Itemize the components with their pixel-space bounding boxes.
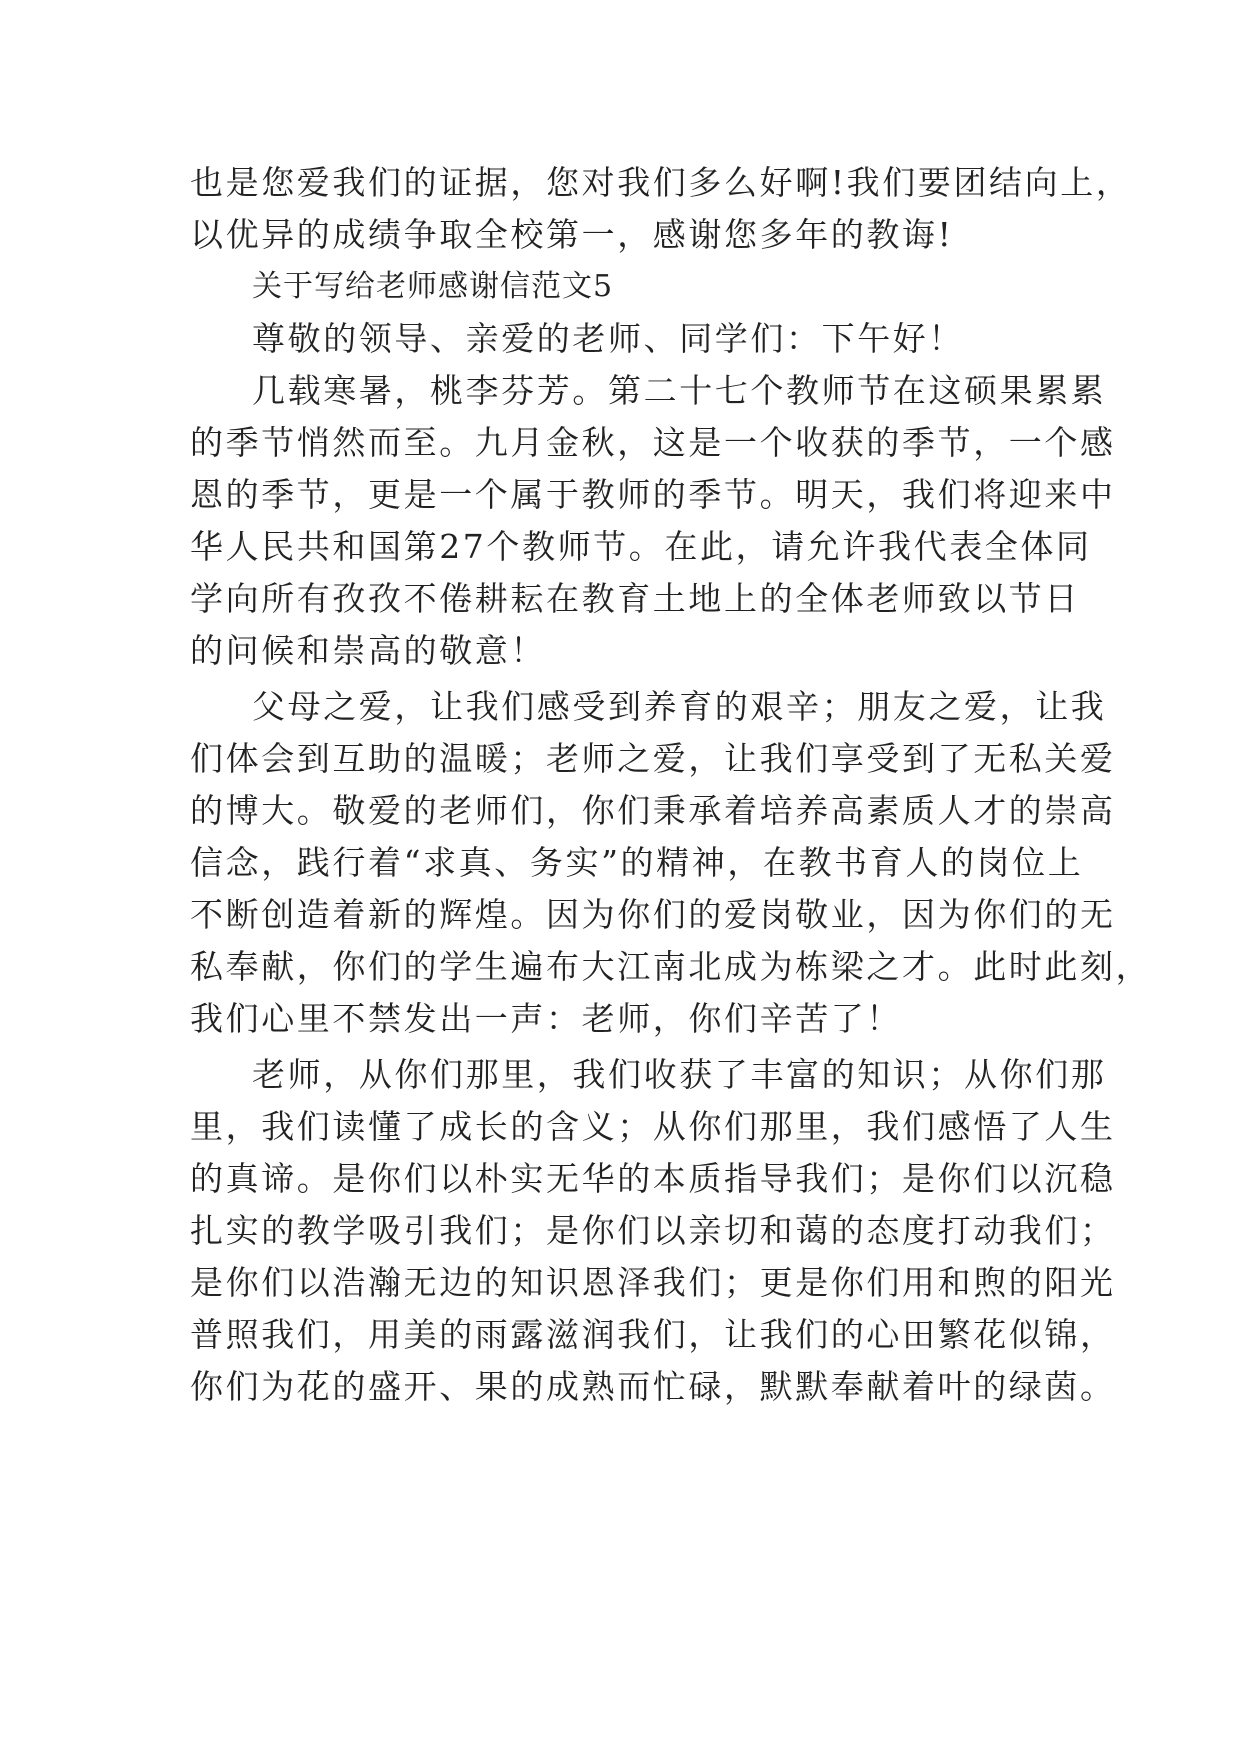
paragraph-line: 也是您爱我们的证据，您对我们多么好啊!我们要团结向上，	[190, 163, 1132, 202]
paragraph-line: 你们为花的盛开、果的成熟而忙碌，默默奉献着叶的绿茵。	[190, 1367, 1116, 1406]
paragraph-line: 父母之爱，让我们感受到养育的艰辛；朋友之爱，让我	[252, 687, 1107, 726]
section-heading: 关于写给老师感谢信范文5	[252, 269, 614, 304]
paragraph-line: 扎实的教学吸引我们；是你们以亲切和蔼的态度打动我们；	[190, 1211, 1116, 1250]
paragraph-line: 是你们以浩瀚无边的知识恩泽我们；更是你们用和煦的阳光	[190, 1263, 1116, 1302]
paragraph-line: 华人民共和国第27个教师节。在此，请允许我代表全体同	[190, 527, 1092, 566]
paragraph-line: 我们心里不禁发出一声：老师，你们辛苦了！	[190, 999, 902, 1038]
paragraph-line: 里，我们读懂了成长的含义；从你们那里，我们感悟了人生	[190, 1107, 1116, 1146]
paragraph-line: 的真谛。是你们以朴实无华的本质指导我们；是你们以沉稳	[190, 1159, 1116, 1198]
paragraph-line: 信念，践行着“求真、务实”的精神，在教书育人的岗位上	[190, 843, 1084, 882]
paragraph-line: 普照我们，用美的雨露滋润我们，让我们的心田繁花似锦，	[190, 1315, 1116, 1354]
salutation-line: 尊敬的领导、亲爱的老师、同学们：下午好！	[252, 319, 964, 358]
paragraph-line: 的博大。敬爱的老师们，你们秉承着培养高素质人才的崇高	[190, 791, 1116, 830]
paragraph-line: 的季节悄然而至。九月金秋，这是一个收获的季节，一个感	[190, 423, 1116, 462]
paragraph-line: 私奉献，你们的学生遍布大江南北成为栋梁之才。此时此刻，	[190, 947, 1152, 986]
paragraph-line: 以优异的成绩争取全校第一，感谢您多年的教诲!	[190, 215, 954, 254]
paragraph-line: 不断创造着新的辉煌。因为你们的爱岗敬业，因为你们的无	[190, 895, 1116, 934]
paragraph-line: 的问候和崇高的敬意！	[190, 631, 546, 670]
paragraph-line: 们体会到互助的温暖；老师之爱，让我们享受到了无私关爱	[190, 739, 1116, 778]
paragraph-line: 几载寒暑，桃李芬芳。第二十七个教师节在这硕果累累	[252, 371, 1107, 410]
paragraph-line: 学向所有孜孜不倦耕耘在教育土地上的全体老师致以节日	[190, 579, 1080, 618]
paragraph-line: 恩的季节，更是一个属于教师的季节。明天，我们将迎来中	[190, 475, 1116, 514]
paragraph-line: 老师，从你们那里，我们收获了丰富的知识；从你们那	[252, 1055, 1107, 1094]
